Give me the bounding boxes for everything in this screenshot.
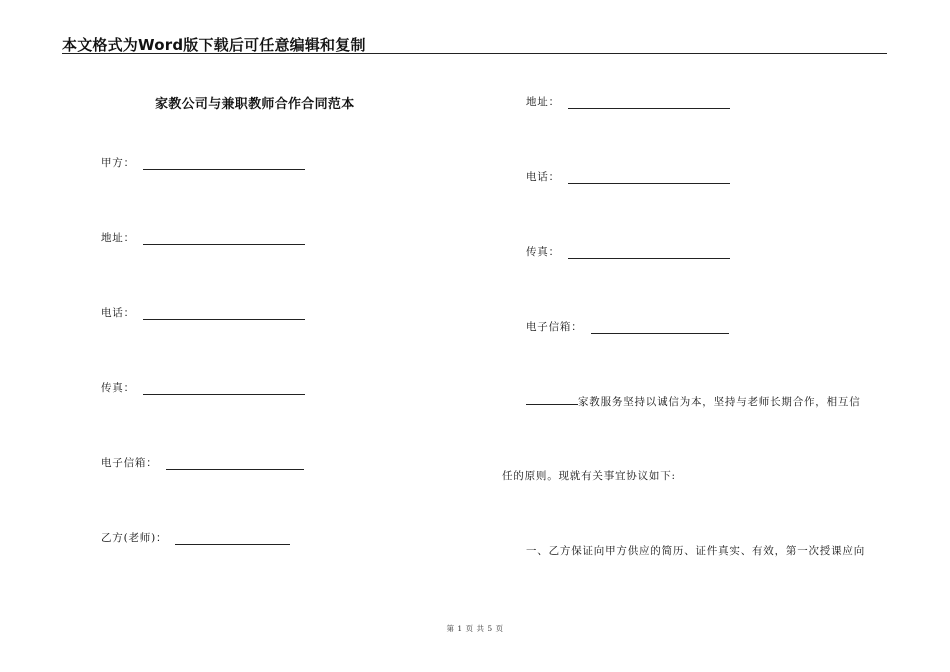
party-a-email-field	[101, 455, 304, 470]
party-b-email-field	[526, 319, 729, 334]
party-b-blank	[175, 534, 290, 545]
intro-line1-text: 家教服务坚持以诚信为本，坚持与老师长期合作，相互信	[578, 396, 861, 408]
intro-paragraph-line1	[526, 394, 861, 409]
party-a-phone-field	[101, 305, 305, 320]
party-a-email-label: 电子信箱：	[101, 457, 158, 469]
party-a-fax-blank	[143, 384, 305, 395]
party-b-phone-field	[526, 169, 730, 184]
party-a-phone-blank	[143, 309, 305, 320]
party-a-fax-label: 传真：	[101, 382, 135, 394]
party-b-fax-label: 传真：	[526, 246, 560, 258]
party-a-address-blank	[143, 234, 305, 245]
document-title: 家教公司与兼职教师合作合同范本	[155, 97, 355, 112]
page-number: 第 1 页 共 5 页	[446, 624, 504, 633]
party-a-address-field	[101, 230, 305, 245]
party-b-phone-label: 电话：	[526, 171, 560, 183]
party-b-fax-blank	[568, 248, 730, 259]
intro-paragraph-line2: 任的原则。现就有关事宜协议如下:	[502, 470, 676, 482]
party-b-address-field	[526, 94, 730, 109]
party-b-email-blank	[591, 323, 729, 334]
party-b-email-label: 电子信箱：	[526, 321, 583, 333]
document-header: 本文格式为Word版下载后可任意编辑和复制	[62, 36, 366, 54]
party-b-fax-field	[526, 244, 730, 259]
company-name-blank	[526, 394, 578, 405]
party-a-address-label: 地址：	[101, 232, 135, 244]
party-a-blank	[143, 159, 305, 170]
party-b-phone-blank	[568, 173, 730, 184]
party-a-field	[101, 155, 305, 170]
party-a-email-blank	[166, 459, 304, 470]
header-divider	[62, 53, 887, 54]
party-a-label: 甲方：	[101, 157, 135, 169]
party-b-address-blank	[568, 98, 730, 109]
party-b-field	[101, 530, 290, 545]
clause-1-text: 一、乙方保证向甲方供应的简历、证件真实、有效，第一次授课应向	[526, 545, 865, 557]
party-b-address-label: 地址：	[526, 96, 560, 108]
party-b-label: 乙方(老师)：	[101, 532, 168, 544]
party-a-fax-field	[101, 380, 305, 395]
party-a-phone-label: 电话：	[101, 307, 135, 319]
